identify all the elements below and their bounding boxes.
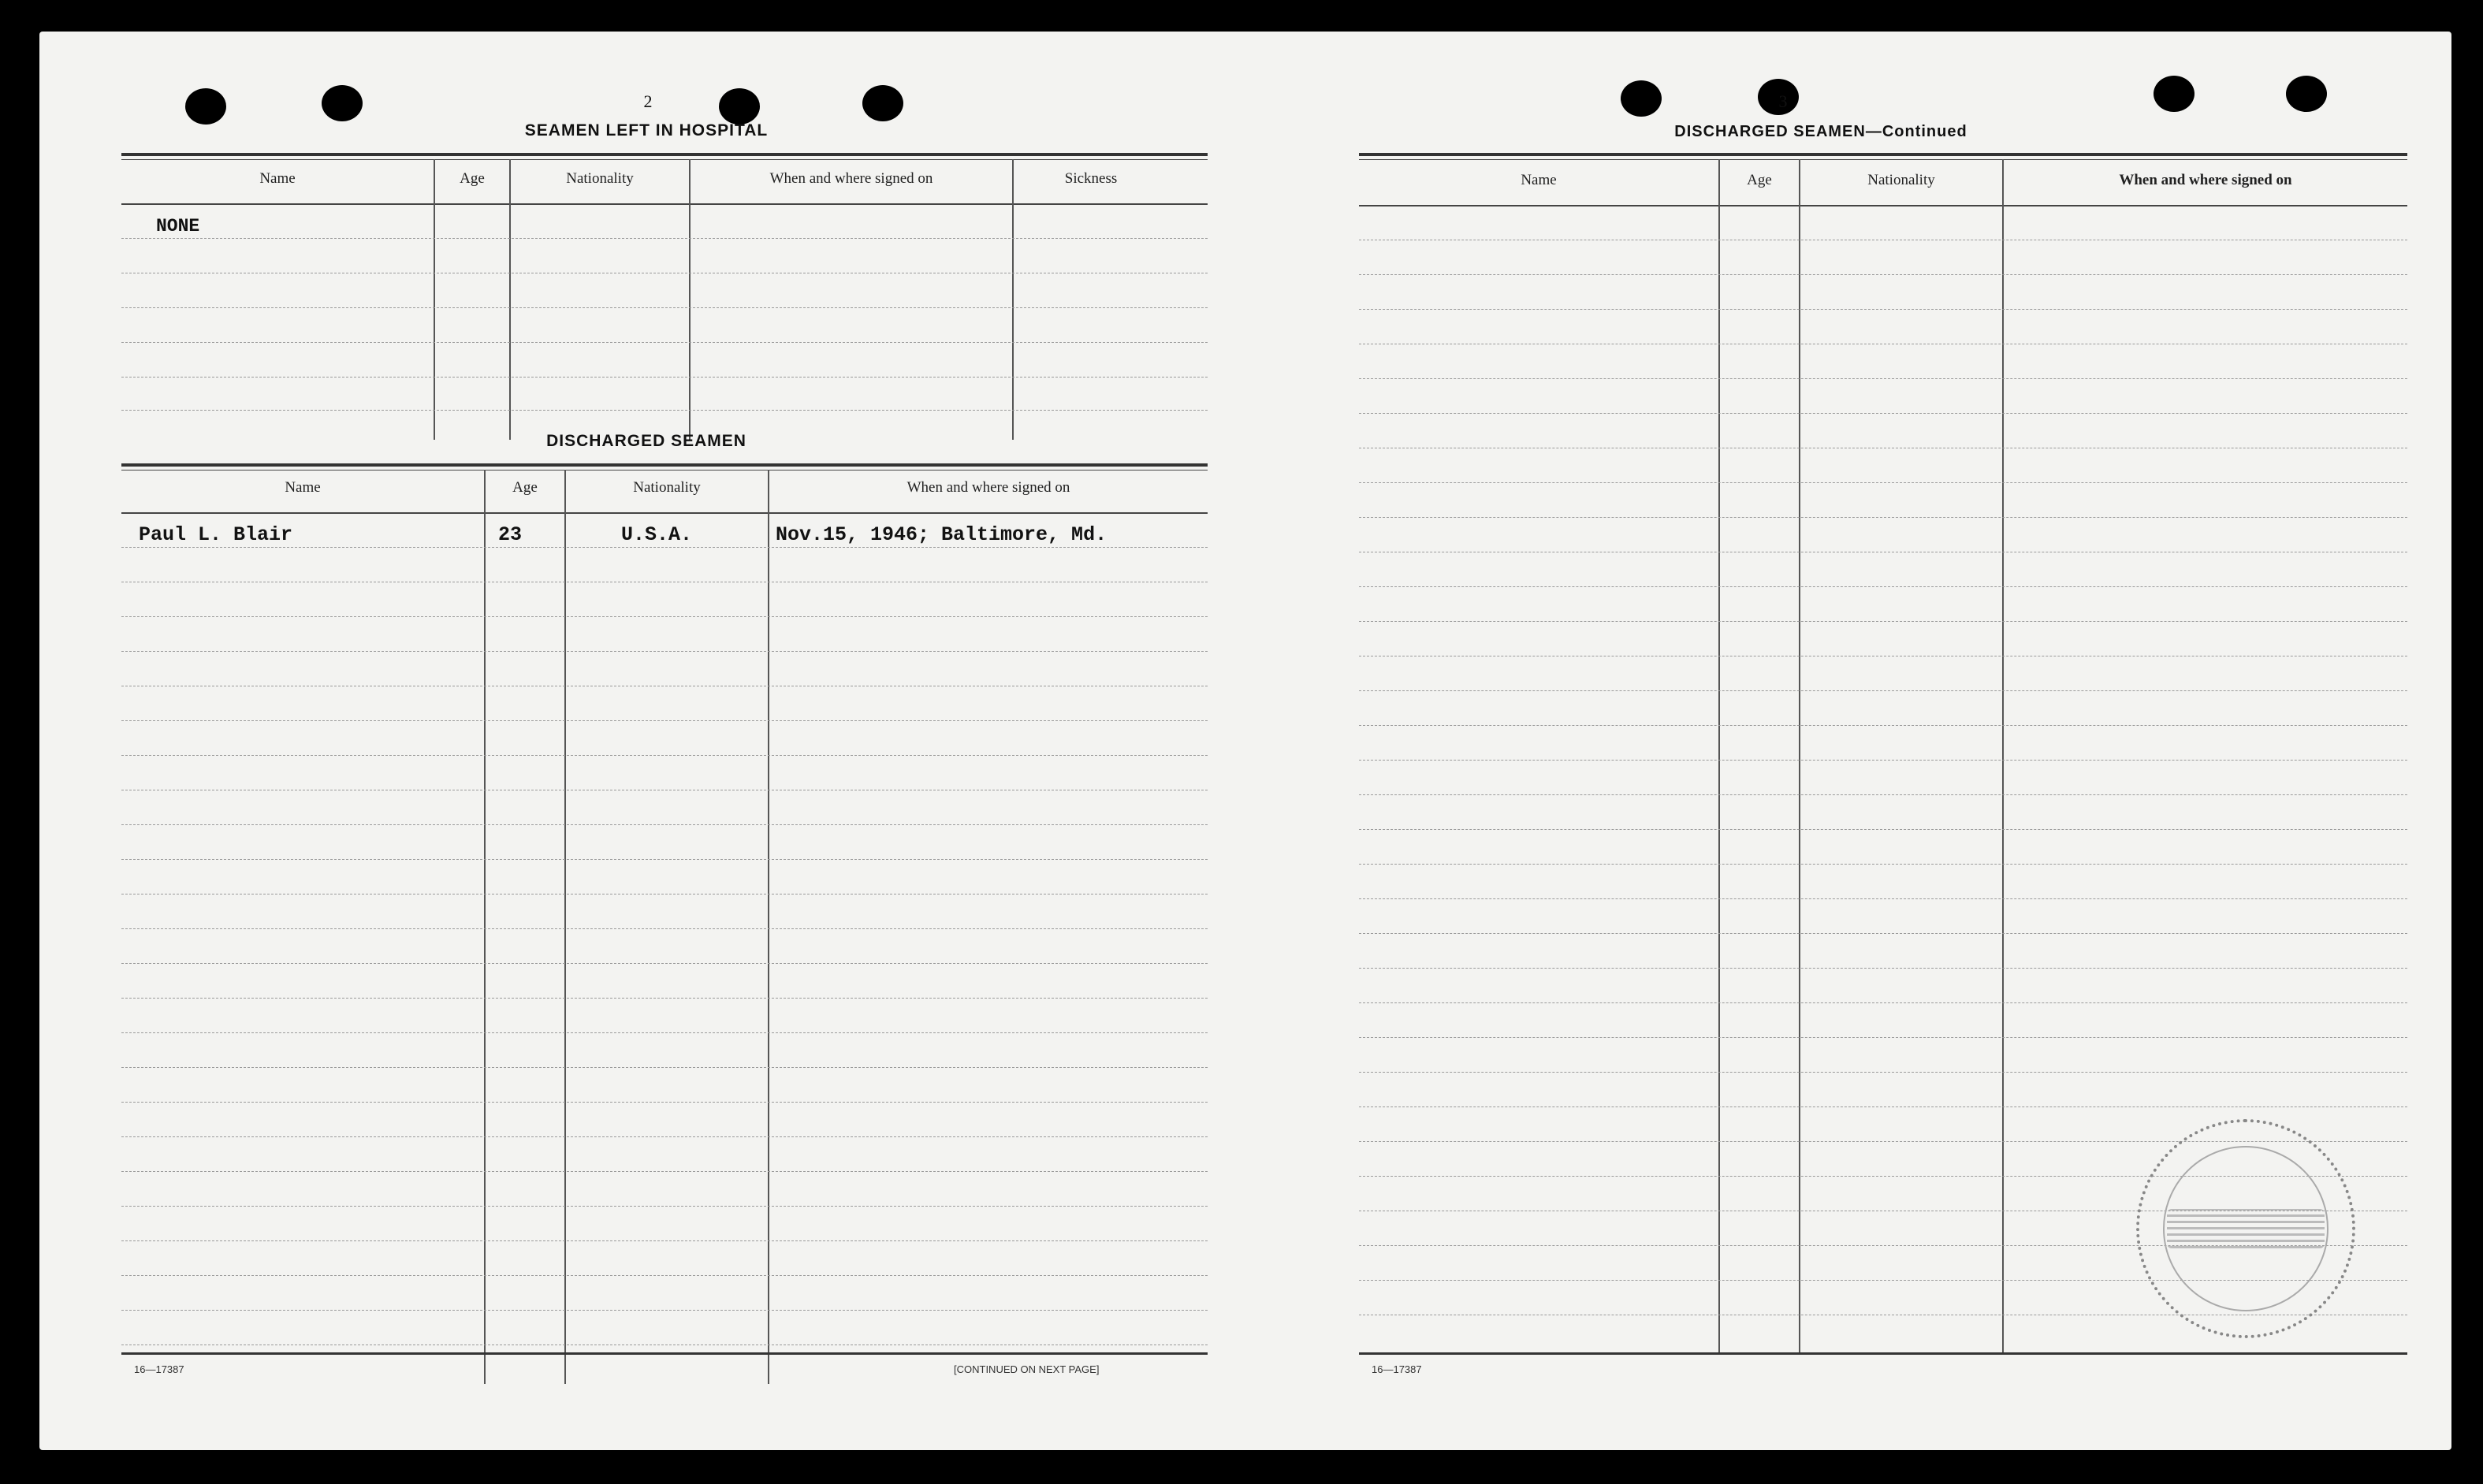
- col-header-age: Age: [1747, 172, 1772, 188]
- col-header-name: Name: [259, 170, 296, 187]
- right-page: [1269, 32, 2451, 1450]
- discharged-ruled-lines: [121, 512, 1208, 1387]
- col-header-nationality: Nationality: [1867, 172, 1935, 188]
- seaman-name: Paul L. Blair: [139, 523, 293, 546]
- section-title-discharged-continued: DISCHARGED SEAMEN—Continued: [1674, 123, 1967, 140]
- form-number: 16—17387: [1372, 1363, 1422, 1375]
- rule: [121, 463, 1208, 467]
- col-header-name: Name: [1521, 172, 1557, 188]
- col-header-name: Name: [285, 479, 321, 496]
- hospital-ruled-lines: [121, 203, 1208, 440]
- rule: [1359, 1352, 2407, 1355]
- rule: [121, 159, 1208, 160]
- page-number: 3: [1778, 91, 1788, 111]
- col-header-age: Age: [512, 479, 538, 496]
- form-number: 16—17387: [134, 1363, 184, 1375]
- col-header-nationality: Nationality: [633, 479, 701, 496]
- col-header-nationality: Nationality: [566, 170, 634, 187]
- official-stamp: [2136, 1119, 2355, 1338]
- hospital-entry: NONE: [156, 216, 200, 236]
- stamp-mark: [2167, 1209, 2325, 1248]
- col-header-signed-on: When and where signed on: [2119, 172, 2292, 188]
- rule: [1359, 153, 2407, 156]
- seaman-nationality: U.S.A.: [621, 523, 693, 546]
- page-number: 2: [643, 91, 653, 111]
- col-header-sickness: Sickness: [1064, 170, 1118, 187]
- rule: [121, 1352, 1208, 1355]
- section-title-discharged: DISCHARGED SEAMEN: [546, 432, 746, 450]
- section-title-hospital: SEAMEN LEFT IN HOSPITAL: [524, 121, 769, 139]
- left-page: [39, 32, 1245, 1450]
- col-header-signed-on: When and where signed on: [906, 479, 1070, 496]
- continued-note: [CONTINUED ON NEXT PAGE]: [954, 1363, 1100, 1375]
- col-header-signed-on: When and where signed on: [769, 170, 933, 187]
- seaman-age: 23: [498, 523, 523, 546]
- seaman-signed-on: Nov.15, 1946; Baltimore, Md.: [776, 523, 1107, 546]
- document-sheet: [39, 32, 2451, 1450]
- rule: [121, 153, 1208, 156]
- rule: [1359, 159, 2407, 160]
- col-header-age: Age: [460, 170, 485, 187]
